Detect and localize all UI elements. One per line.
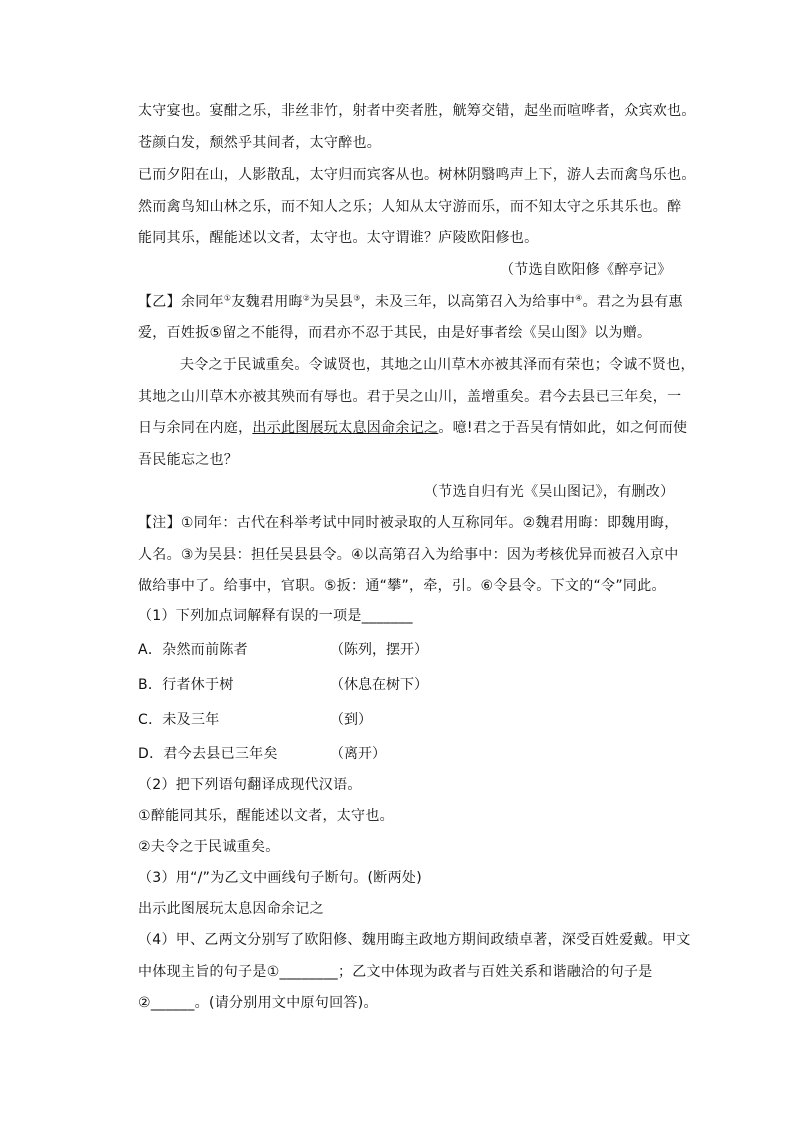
yi-seg: 为吴县	[310, 294, 354, 310]
notes-line-1: 【注】①同年：古代在科举考试中同时被录取的人互称同年。②魏君用晦：即魏用晦，	[138, 515, 679, 531]
q1-option-b-gloss: （休息在树下）	[330, 677, 428, 693]
notes-line-2: 人名。③为吴县：担任吴县县令。④以高第召入为给事中：因为考核优异而被召入京中	[138, 547, 679, 563]
question-4-line-3: ②______。(请分别用文中原句回答)。	[138, 995, 378, 1011]
jia-line-3: 已而夕阳在山，人影散乱，太守归而宾客从也。树林阴翳鸣声上下，游人去而禽鸟乐也。	[138, 167, 696, 183]
yi-tag: 【乙】余同年	[138, 294, 224, 310]
yi-line-6: 吾民能忘之也？	[138, 452, 239, 468]
question-4-line-1: （4）甲、乙两文分别写了欧阳修、魏用晦主政地方期间政绩卓著，深受百姓爱戴。甲文	[138, 932, 691, 948]
question-1: （1）下列加点词解释有误的一项是_______	[138, 608, 413, 624]
q1-option-c: C．未及三年	[138, 712, 220, 728]
yi-seg: 日与余同在内庭，	[138, 420, 253, 436]
yi-line-3: 夫令之于民诚重矣。令诚贤也，其地之山川草木亦被其泽而有荣也；令诚不贤也，	[180, 357, 695, 373]
underlined-sentence: 出示此图展玩太息因命余记之	[252, 420, 439, 436]
yi-seg: ，未及三年，以高第召入为给事中	[360, 294, 576, 310]
q1-option-a-gloss: （陈列，摆开）	[330, 642, 428, 658]
q2-sentence-a: ①醉能同其乐，醒能述以文者，太守也。	[138, 808, 394, 824]
note-ref-2: ②	[302, 293, 311, 303]
yi-seg: 。君之为县有惠	[582, 294, 683, 310]
q1-option-b: B．行者休于树	[138, 677, 234, 693]
q1-option-a: A．杂然而前陈者	[138, 642, 248, 658]
yi-seg: 友魏君用晦	[231, 294, 303, 310]
jia-line-5: 能同其乐，醒能述以文者，太守也。太守谓谁？庐陵欧阳修也。	[138, 230, 539, 246]
jia-line-4: 然而禽鸟知山林之乐，而不知人之乐；人知从太守游而乐，而不知太守之乐其乐也。醉	[138, 199, 682, 215]
question-4-line-2: 中体现主旨的句子是①________；乙文中体现为政者与百姓关系和谐融洽的句子是	[138, 964, 653, 980]
jia-line-2: 苍颜白发，颓然乎其间者，太守醉也。	[138, 135, 382, 151]
question-3: （3）用“/”为乙文中画线句子断句。(断两处)	[138, 870, 422, 886]
q2-sentence-b: ②夫令之于民诚重矣。	[138, 839, 280, 855]
yi-line-5	[138, 418, 687, 438]
question-2: （2）把下列语句翻译成现代汉语。	[138, 777, 362, 793]
yi-line-1	[138, 292, 683, 312]
yi-line-2: 爱，百姓扳⑤留之不能得，而君亦不忍于其民，由是好事者绘《吴山图》以为赠。	[138, 325, 652, 341]
q3-sentence: 出示此图展玩太息因命余记之	[138, 901, 324, 917]
yi-seg: 。噫!君之于吾吴有情如此，如之何而使	[438, 420, 688, 436]
notes-line-3: 做给事中了。给事中，官职。⑤扳：通“攀”，牵，引。⑥令县令。下文的“令”同此。	[138, 578, 666, 594]
q1-option-d: D．君今去县已三年矣	[138, 746, 278, 762]
yi-line-4: 其地之山川草木亦被其殃而有辱也。君于吴之山川，盖增重矣。君今去县已三年矣，一	[138, 389, 682, 405]
note-ref-1: ①	[223, 293, 232, 303]
yi-source: （节选自归有光《吴山图记》，有删改）	[424, 484, 675, 500]
jia-line-1: 太守宴也。宴酣之乐，非丝非竹，射者中奕者胜，觥筹交错，起坐而喧哗者，众宾欢也。	[138, 103, 696, 119]
q1-option-d-gloss: （离开）	[330, 746, 386, 762]
note-ref-3: ③	[353, 293, 361, 303]
q1-option-c-gloss: （到）	[330, 712, 372, 728]
note-ref-4: ④	[575, 293, 583, 303]
jia-source: （节选自欧阳修《醉亭记》	[500, 262, 672, 278]
